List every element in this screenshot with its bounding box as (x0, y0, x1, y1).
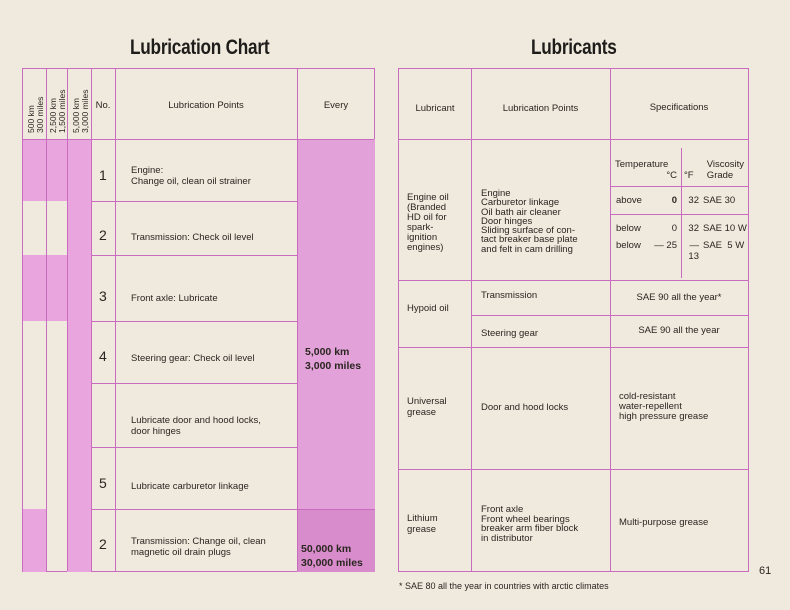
lithium-grease-spec: Multi-purpose grease (619, 517, 709, 528)
temp-row-2-f: 32 (688, 223, 699, 234)
engine-oil-points: Engine Carburetor linkage Oil bath air cleaner Door hinges Sliding surface of con- tact breaker base plate and felt in cam drilling (481, 188, 578, 255)
every-5000-shading (297, 139, 375, 509)
temp-row-3-c: — 25 (654, 240, 677, 251)
row-7-number: 2 (99, 536, 107, 552)
row-1-text: Engine: Change oil, clean oil strainer (131, 165, 251, 187)
lubricants-table (398, 68, 749, 572)
row-6-text: Lubricate carburetor linkage (131, 481, 249, 492)
hypoid-oil-name: Hypoid oil (407, 303, 449, 314)
lubrication-chart-table (22, 68, 375, 572)
every-50000-value: 50,000 km 30,000 miles (301, 543, 363, 569)
temp-row-2-label: below (616, 223, 641, 234)
temp-row-1-label: above (616, 195, 642, 206)
specifications-header: Specifications (649, 102, 709, 113)
temp-row-2-c: 0 (671, 223, 677, 234)
lubrication-chart-title: Lubrication Chart (130, 36, 270, 59)
hypoid-point-2: Steering gear (481, 328, 539, 339)
temperature-header: Temperature °C (615, 159, 677, 181)
row-3-text: Front axle: Lubricate (131, 293, 218, 304)
every-header: Every (323, 100, 349, 111)
hypoid-spec-2: SAE 90 all the year (638, 325, 720, 336)
universal-grease-name: Universal grease (407, 396, 447, 418)
interval-500km-header: 500 km 300 miles (26, 96, 45, 133)
row-6-number: 5 (99, 475, 107, 491)
temp-row-1-c: 0 (671, 195, 677, 206)
universal-grease-spec: cold-resistant water-repellent high pressure grease (619, 391, 709, 422)
row-4-text: Steering gear: Check oil level (131, 353, 255, 364)
page-number: 61 (759, 565, 772, 577)
temp-row-3-label: below (616, 240, 641, 251)
row-1-number: 1 (99, 167, 107, 183)
viscosity-header: Viscosity °F Grade (684, 159, 744, 181)
lithium-grease-name: Lithium grease (407, 513, 438, 535)
row-3-number: 3 (99, 288, 107, 304)
footnote: * SAE 80 all the year in countries with arctic climates (399, 581, 609, 591)
engine-oil-name: Engine oil (Branded HD oil for spark- ignition engines) (407, 192, 449, 253)
lubricant-header: Lubricant (415, 103, 455, 114)
hypoid-spec-1: SAE 90 all the year* (636, 292, 722, 303)
interval-2500km-header: 2,500 km 1,500 miles (48, 89, 67, 133)
interval-500km-shading (23, 509, 46, 572)
temp-row-1-f: 32 (688, 195, 699, 206)
lubricants-title: Lubricants (531, 36, 617, 59)
lithium-grease-points: Front axle Front wheel bearings breaker arm fiber block in distributor (481, 504, 579, 544)
interval-5000km-header: 5,000 km 3,000 miles (71, 89, 90, 133)
interval-500km-shading (23, 139, 46, 201)
row-2-number: 2 (99, 227, 107, 243)
row-5-text: Lubricate door and hood locks, door hinges (131, 415, 261, 437)
row-7-text: Transmission: Change oil, clean magnetic oil drain plugs (131, 536, 266, 558)
hypoid-point-1: Transmission (481, 290, 538, 301)
lubrication-points-header: Lubrication Points (168, 100, 244, 111)
temp-row-2-grade: SAE 10 W (703, 223, 747, 234)
row-4-number: 4 (99, 348, 107, 364)
row-2-text: Transmission: Check oil level (131, 232, 254, 243)
temp-row-3-grade: SAE 5 W (703, 240, 745, 251)
temp-row-1-grade: SAE 30 (703, 195, 736, 206)
interval-2500km-shading (46, 139, 67, 201)
universal-grease-point: Door and hood locks (481, 402, 569, 413)
temp-row-3-f: —13 (688, 240, 699, 262)
interval-500km-shading (23, 255, 46, 321)
interval-5000km-shading (67, 139, 91, 572)
every-5000-value: 5,000 km 3,000 miles (305, 346, 362, 372)
lubrication-points-header: Lubrication Points (502, 103, 579, 114)
interval-2500km-shading (46, 255, 67, 321)
no-header: No. (95, 100, 111, 111)
